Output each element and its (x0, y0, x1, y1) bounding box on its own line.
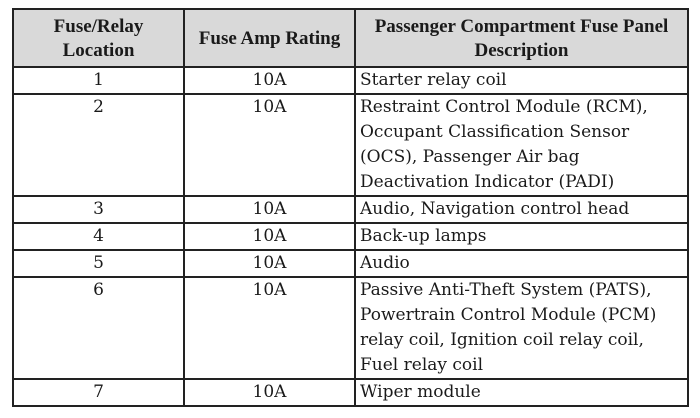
cell-amp: 10A (184, 277, 355, 379)
header-description: Passenger Compartment Fuse Panel Description (355, 9, 688, 67)
table-row (13, 250, 688, 277)
cell-description: Wiper module (355, 379, 688, 406)
table-row (13, 277, 688, 379)
cell-amp: 10A (184, 94, 355, 196)
header-amp-rating: Fuse Amp Rating (184, 9, 355, 67)
cell-description: Back-up lamps (355, 223, 688, 250)
cell-description: Restraint Control Module (RCM), Occupant Classification Sensor (OCS), Passenger Air bag Deactivation Indicator (PADI) (355, 94, 688, 196)
header-location: Fuse/Relay Location (13, 9, 184, 67)
cell-location: 2 (13, 94, 184, 196)
table-row (13, 67, 688, 94)
cell-amp: 10A (184, 196, 355, 223)
cell-location: 4 (13, 223, 184, 250)
fuse-panel-table (12, 8, 689, 407)
cell-description: Audio (355, 250, 688, 277)
cell-location: 1 (13, 67, 184, 94)
cell-amp: 10A (184, 379, 355, 406)
cell-description: Passive Anti-Theft System (PATS), Powertrain Control Module (PCM) relay coil, Ignition coil relay coil, Fuel relay coil (355, 277, 688, 379)
table-row (13, 94, 688, 196)
table-row (13, 379, 688, 406)
cell-description: Starter relay coil (355, 67, 688, 94)
cell-location: 6 (13, 277, 184, 379)
cell-location: 7 (13, 379, 184, 406)
header-row (13, 9, 688, 67)
cell-amp: 10A (184, 250, 355, 277)
cell-description: Audio, Navigation control head (355, 196, 688, 223)
cell-amp: 10A (184, 67, 355, 94)
table-row (13, 223, 688, 250)
cell-location: 3 (13, 196, 184, 223)
table-row (13, 196, 688, 223)
cell-amp: 10A (184, 223, 355, 250)
cell-location: 5 (13, 250, 184, 277)
